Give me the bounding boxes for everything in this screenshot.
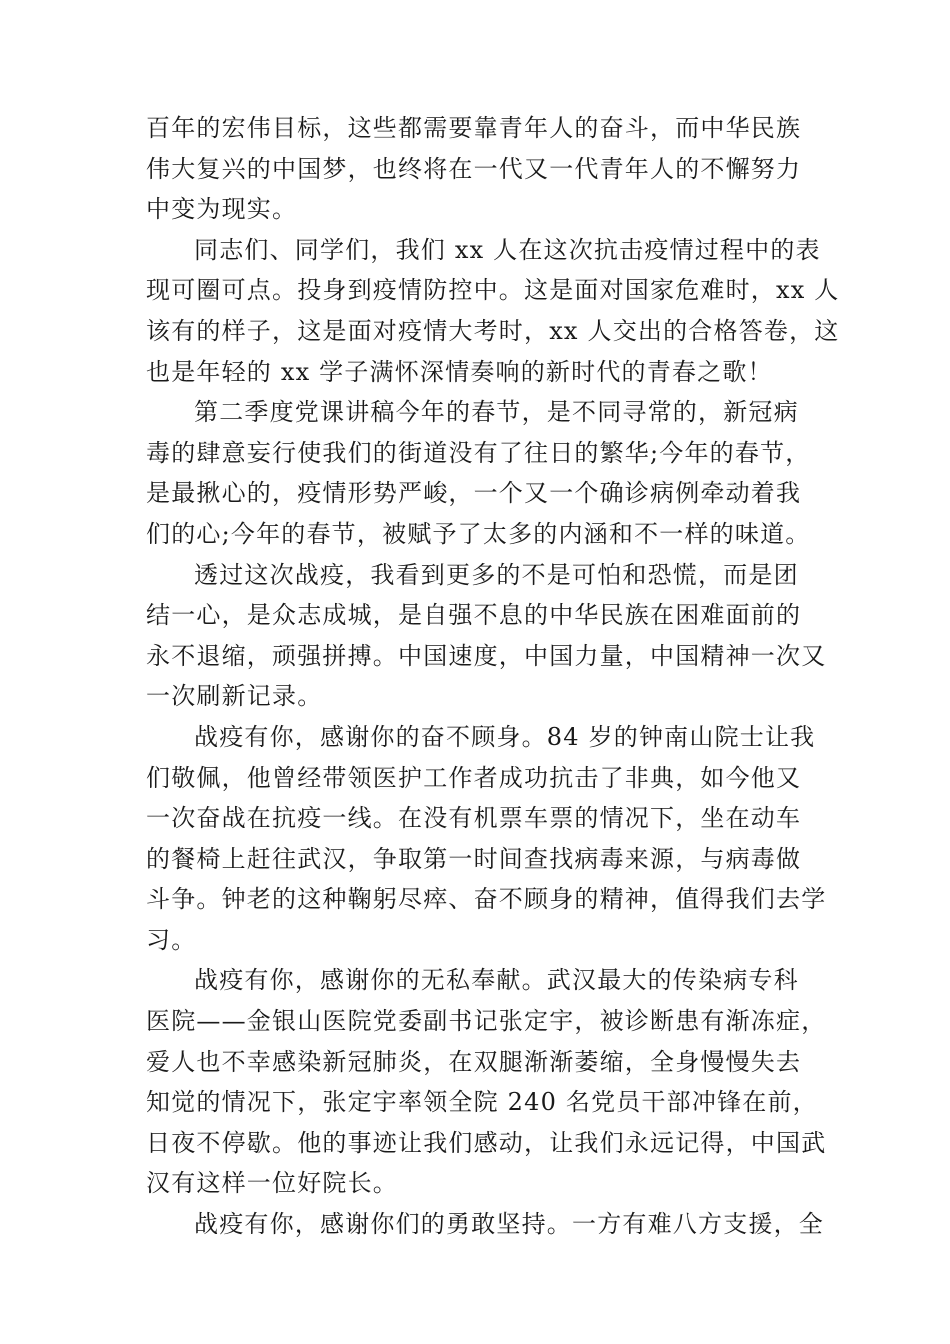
paragraph-first-line: 战疫有你，感谢你的无私奉献。武汉最大的传染病专科 [194, 966, 799, 995]
text-line: 知觉的情况下，张定宇率领全院 240 名党员干部冲锋在前， [146, 1088, 818, 1117]
text-line: 汉有这样一位好院长。 [146, 1169, 398, 1198]
text-line: 中变为现实。 [146, 195, 298, 224]
text-line: 斗争。钟老的这种鞠躬尽瘁、奋不顾身的精神，值得我们去学 [146, 885, 827, 914]
text-line: 现可圈可点。投身到疫情防控中。这是面对国家危难时，xx 人 [146, 276, 840, 305]
text-line: 们敬佩，他曾经带领医护工作者成功抗击了非典，如今他又 [146, 763, 802, 792]
text-line: 百年的宏伟目标，这些都需要靠青年人的奋斗，而中华民族 [146, 114, 802, 142]
text-line: 爱人也不幸感染新冠肺炎，在双腿渐渐萎缩，全身慢慢失去 [146, 1047, 802, 1076]
text-line: 医院——金银山医院党委副书记张定宇，被诊断患有渐冻症， [146, 1007, 827, 1036]
text-line: 结一心，是众志成城，是自强不息的中华民族在困难面前的 [146, 601, 802, 630]
text-line: 们的心;今年的春节，被赋予了太多的内涵和不一样的味道。 [146, 519, 811, 548]
paragraph-first-line: 战疫有你，感谢你的奋不顾身。84 岁的钟南山院士让我 [194, 722, 816, 751]
text-line: 永不退缩，顽强拼搏。中国速度，中国力量，中国精神一次又 [146, 641, 827, 670]
text-line: 是最揪心的，疫情形势严峻，一个又一个确诊病例牵动着我 [146, 479, 802, 508]
text-line: 该有的样子，这是面对疫情大考时，xx 人交出的合格答卷，这 [146, 316, 840, 345]
text-line: 的餐椅上赶往武汉，争取第一时间查找病毒来源，与病毒做 [146, 844, 802, 873]
text-line: 日夜不停歇。他的事迹让我们感动，让我们永远记得，中国武 [146, 1128, 827, 1157]
text-line: 一次刷新记录。 [146, 682, 323, 711]
text-line: 毒的肆意妄行使我们的街道没有了往日的繁华;今年的春节， [146, 438, 811, 467]
text-line: 一次奋战在抗疫一线。在没有机票车票的情况下，坐在动车 [146, 804, 802, 833]
paragraph-first-line: 同志们、同学们，我们 xx 人在这次抗击疫情过程中的表 [194, 235, 821, 264]
paragraph-first-line: 战疫有你，感谢你们的勇敢坚持。一方有难八方支援，全 [194, 1210, 824, 1239]
text-line: 习。 [146, 925, 197, 954]
text-line: 伟大复兴的中国梦，也终将在一代又一代青年人的不懈努力 [146, 154, 802, 183]
paragraph-first-line: 第二季度党课讲稿今年的春节，是不同寻常的，新冠病 [194, 398, 799, 427]
paragraph-first-line: 透过这次战疫，我看到更多的不是可怕和恐慌，而是团 [194, 560, 799, 589]
document-body [146, 112, 840, 1249]
text-line: 也是年轻的 xx 学子满怀深情奏响的新时代的青春之歌！ [146, 357, 773, 386]
